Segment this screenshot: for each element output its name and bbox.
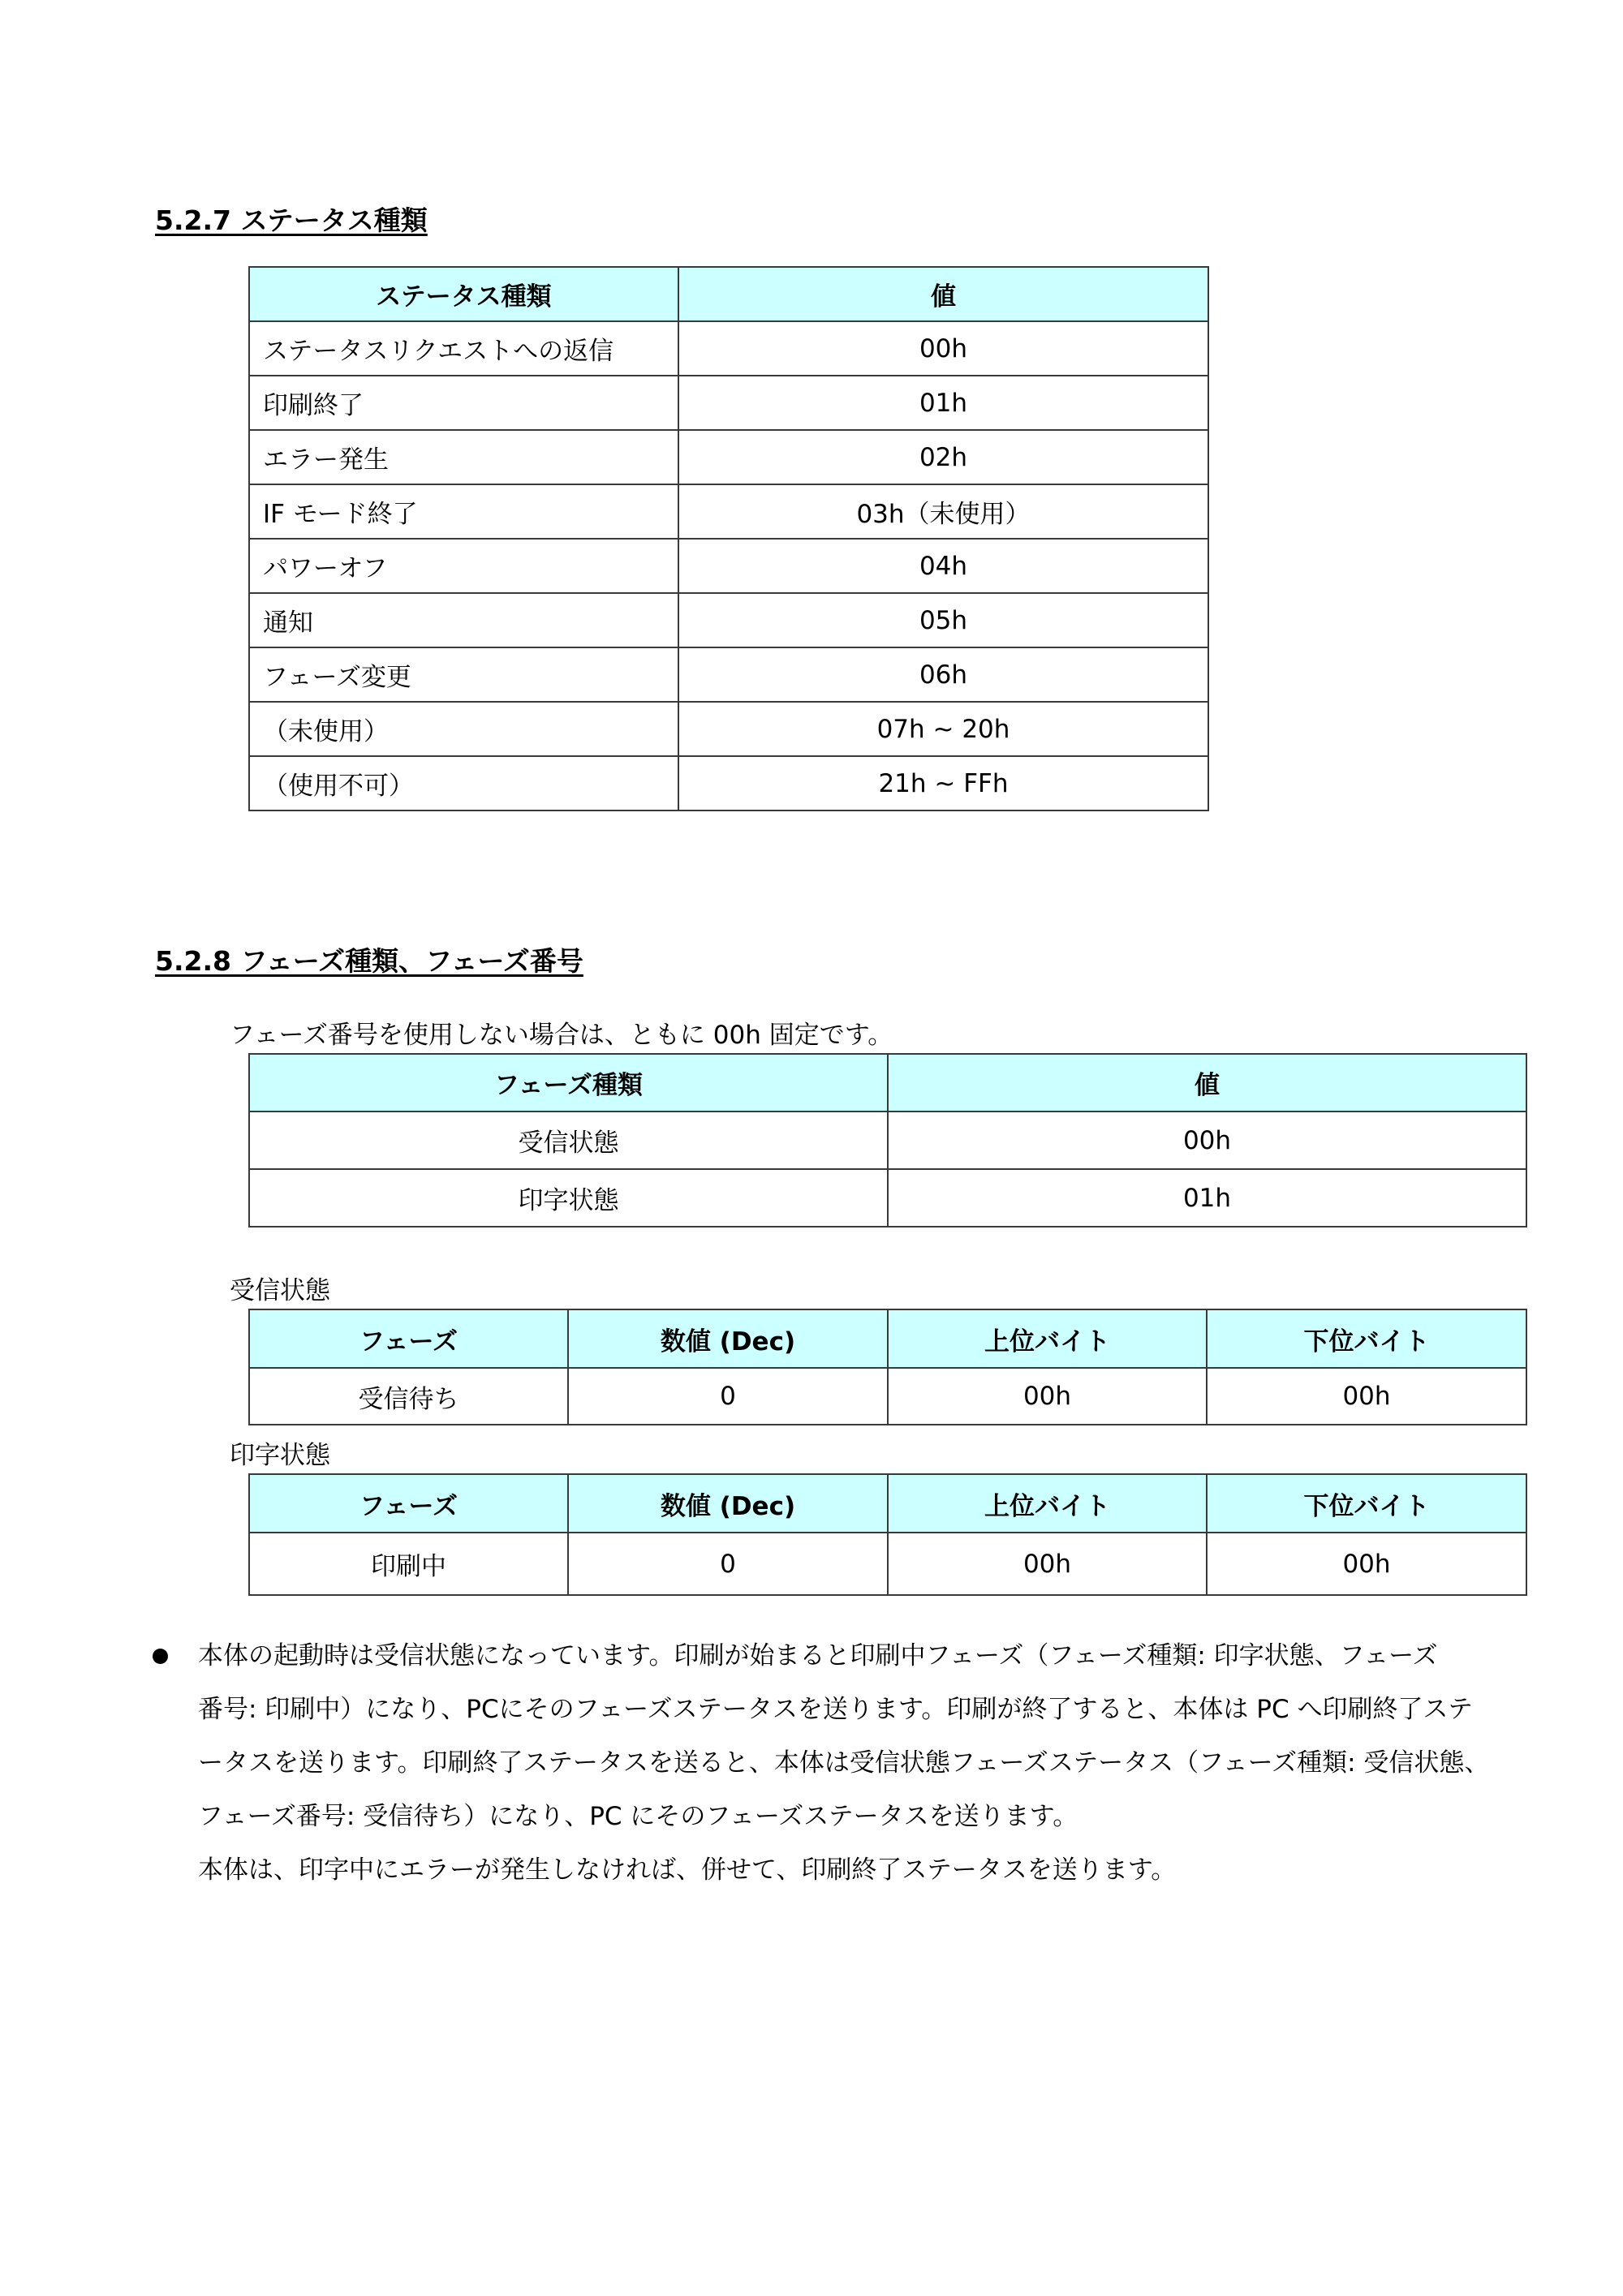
table-row: [249, 430, 1208, 484]
status-type-cell: フェーズ変更: [249, 647, 678, 702]
paragraph-line: 本体の起動時は受信状態になっています。印刷が始まると印刷中フェーズ（フェーズ種類: 印字状態、フェーズ: [198, 1641, 1438, 1670]
status-type-cell: 印刷終了: [249, 376, 678, 430]
print-state-label: 印字状態: [230, 1441, 330, 1470]
table-header-row: [249, 267, 1208, 321]
table-row: [249, 539, 1208, 593]
dec-value-cell: 0: [568, 1368, 888, 1425]
status-type-cell: ステータスリクエストへの返信: [249, 321, 678, 376]
high-byte-cell: 00h: [888, 1533, 1207, 1595]
status-type-cell: （未使用）: [249, 702, 678, 756]
table-row: [249, 321, 1208, 376]
status-type-table: [248, 266, 1209, 811]
table-header-cell: 上位バイト: [888, 1474, 1207, 1533]
table-row: [249, 647, 1208, 702]
table-header-cell: フェーズ種類: [249, 1054, 888, 1111]
table-row: [249, 1533, 1526, 1595]
paragraph-line: ータスを送ります。印刷終了ステータスを送ると、本体は受信状態フェーズステータス（フェーズ種類: 受信状態、: [198, 1748, 1490, 1778]
table-row: [249, 756, 1208, 810]
phase-type-cell: 受信状態: [249, 1111, 888, 1169]
table-header-cell: フェーズ: [249, 1309, 568, 1368]
high-byte-cell: 00h: [888, 1368, 1207, 1425]
low-byte-cell: 00h: [1207, 1533, 1526, 1595]
status-type-cell: （使用不可）: [249, 756, 678, 810]
status-value-cell: 05h: [678, 593, 1208, 647]
phase-type-table: [248, 1053, 1527, 1228]
phase-cell: 受信待ち: [249, 1368, 568, 1425]
status-value-cell: 02h: [678, 430, 1208, 484]
paragraph-line: フェーズ番号: 受信待ち）になり、PC にそのフェーズステータスを送ります。: [198, 1802, 1078, 1831]
status-value-cell: 01h: [678, 376, 1208, 430]
bullet-paragraph: [159, 1629, 1490, 1897]
table-row: [249, 702, 1208, 756]
table-row: [249, 1169, 1526, 1227]
status-type-cell: パワーオフ: [249, 539, 678, 593]
table-header-cell: 値: [888, 1054, 1526, 1111]
paragraph-line: 番号: 印刷中）になり、PCにそのフェーズステータスを送ります。印刷が終了すると、本体は PC へ印刷終了ステ: [198, 1695, 1473, 1724]
paragraph-line: 本体は、印字中にエラーが発生しなければ、併せて、印刷終了ステータスを送ります。: [198, 1855, 1177, 1885]
table-row: [249, 1111, 1526, 1169]
table-header-cell: 値: [678, 267, 1208, 321]
table-header-cell: フェーズ: [249, 1474, 568, 1533]
status-type-cell: 通知: [249, 593, 678, 647]
table-header-row: [249, 1309, 1526, 1368]
receive-state-label: 受信状態: [230, 1276, 330, 1305]
table-row: [249, 593, 1208, 647]
status-type-cell: エラー発生: [249, 430, 678, 484]
phase-value-cell: 00h: [888, 1111, 1526, 1169]
print-state-table: [248, 1473, 1527, 1596]
section-528-heading: 5.2.8 フェーズ種類、フェーズ番号: [155, 945, 583, 977]
table-header-cell: ステータス種類: [249, 267, 678, 321]
table-header-cell: 数値 (Dec): [568, 1309, 888, 1368]
table-header-row: [249, 1054, 1526, 1111]
table-header-row: [249, 1474, 1526, 1533]
dec-value-cell: 0: [568, 1533, 888, 1595]
status-value-cell: 07h ~ 20h: [678, 702, 1208, 756]
status-value-cell: 00h: [678, 321, 1208, 376]
status-value-cell: 03h（未使用）: [678, 484, 1208, 539]
phase-value-cell: 01h: [888, 1169, 1526, 1227]
table-row: [249, 1368, 1526, 1425]
table-header-cell: 上位バイト: [888, 1309, 1207, 1368]
table-row: [249, 376, 1208, 430]
phase-type-cell: 印字状態: [249, 1169, 888, 1227]
section-527-heading: 5.2.7 ステータス種類: [155, 204, 428, 236]
receive-state-table: [248, 1309, 1527, 1425]
table-header-cell: 下位バイト: [1207, 1309, 1526, 1368]
status-type-cell: IF モード終了: [249, 484, 678, 539]
phase-number-note: フェーズ番号を使用しない場合は、ともに 00h 固定です。: [230, 1021, 893, 1050]
bullet-dot-icon: [153, 1649, 168, 1664]
status-value-cell: 06h: [678, 647, 1208, 702]
status-value-cell: 04h: [678, 539, 1208, 593]
low-byte-cell: 00h: [1207, 1368, 1526, 1425]
table-header-cell: 数値 (Dec): [568, 1474, 888, 1533]
table-row: [249, 484, 1208, 539]
status-value-cell: 21h ~ FFh: [678, 756, 1208, 810]
table-header-cell: 下位バイト: [1207, 1474, 1526, 1533]
phase-cell: 印刷中: [249, 1533, 568, 1595]
